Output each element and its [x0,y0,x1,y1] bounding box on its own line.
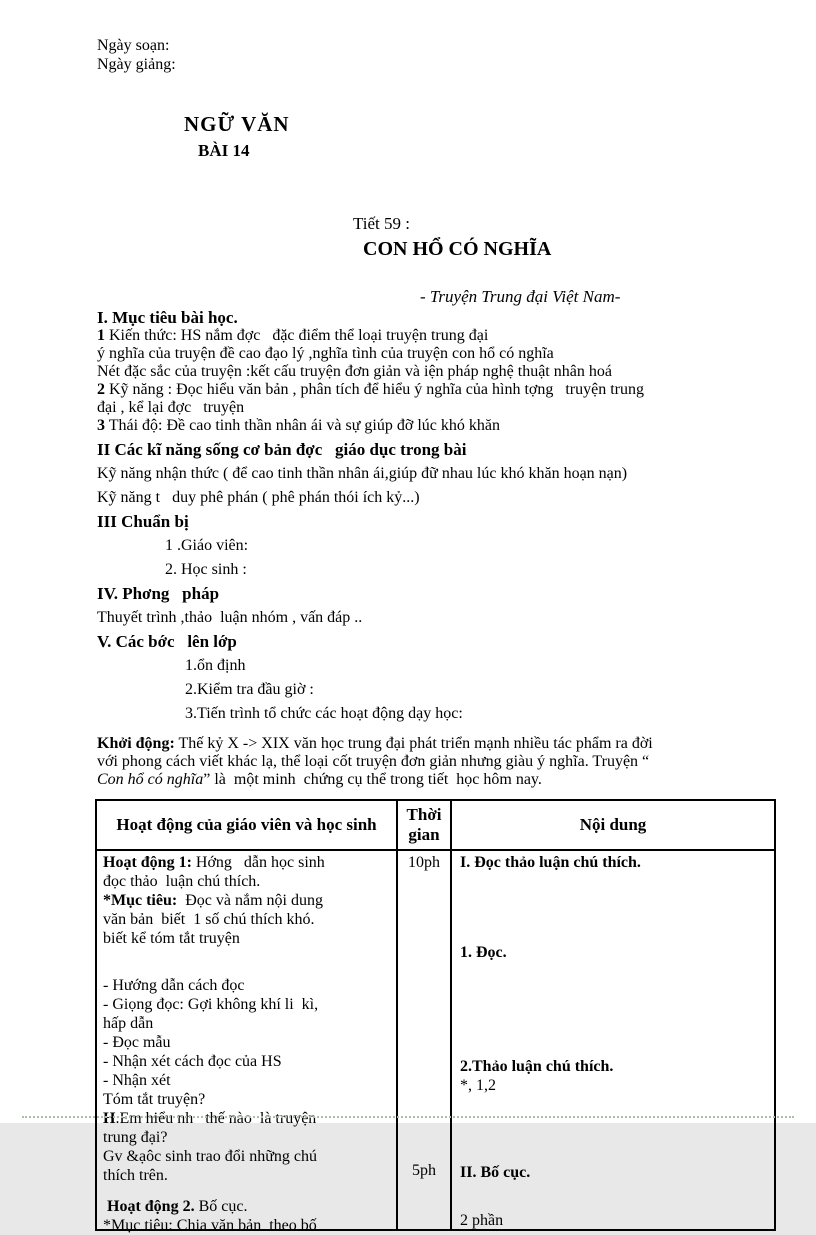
text-line: Tóm tắt truyện? [103,1091,206,1108]
text-line: với phong cách viết khác lạ, thể loại cốt truyện đơn giản nhưng giàu ý nghĩa. Truyện “ [97,753,650,770]
text-line: - Nhận xét cách đọc của HS [103,1053,282,1070]
spacer [460,1095,770,1163]
text-line: trung đại? [103,1129,168,1146]
text-line: IV. Phơng pháp [97,584,220,603]
spacer [103,1185,392,1197]
text-line: Khởi động: Thế kỷ X -> XIX văn học trung đại phát triển mạnh nhiều tác phẩm ra đời [97,735,653,752]
text-line: 2.Kiểm tra đầu giờ : [185,681,314,698]
lesson-title: CON HỔ CÓ NGHĨA [363,238,552,260]
text-line: 3 Thái độ: Đề cao tinh thần nhân ái và sự giúp đỡ lúc khó khăn [97,417,500,434]
text-line: 1 .Giáo viên: [165,537,249,554]
text-line: đọc thảo luận chú thích. [103,873,261,890]
text-line: Kỹ năng t duy phê phán ( phê phán thói ích kỷ...) [97,489,420,506]
cell-time [398,851,452,1229]
text-line: Kỹ năng nhận thức ( để cao tinh thần nhân ái,giúp đữ nhau lúc khó khăn hoạn nạn) [97,465,628,482]
text-line: 1. Đọc. [460,944,507,961]
header-time: Thời gian [398,801,452,849]
text-line: *Mục tiêu: Đọc và nắm nội dung [103,892,323,909]
title-row-subject [168,88,816,188]
text-line: - Hướng dẫn cách đọc [103,977,245,994]
text-line: - Đọc mẫu [103,1034,171,1051]
text-line: V. Các bớc lên lớp [97,632,237,651]
text-line: Hoạt động 2. Bố cục. [103,1198,248,1215]
text-line: Thuyết trình ,thảo luận nhóm , vấn đáp .. [97,609,363,626]
text-line: 5ph [412,1162,436,1179]
text-line: *, 1,2 [460,1077,496,1094]
table-header-row [97,801,774,851]
text-line: 2.Thảo luận chú thích. [460,1058,614,1075]
text-line: - Nhận xét [103,1072,171,1089]
cell-content [452,851,774,1229]
lesson-number: BÀI 14 [198,141,250,160]
text-line: I. Đọc thảo luận chú thích. [460,854,641,871]
text-line: H.Em hiểu nh thế nào là truyện [103,1110,317,1127]
header-content: Nội dung [579,815,647,834]
text-line: biết kể tóm tắt truyện [103,930,240,947]
text-line: II. Bố cục. [460,1164,531,1181]
text-line: văn bản biết 1 số chú thích khó. [103,911,315,928]
text-line: hấp dẫn [103,1015,154,1032]
spacer [460,872,770,943]
spacer [460,962,770,1057]
subject-title: NGỮ VĂN [184,112,290,136]
text-line: 3.Tiến trình tổ chức các hoạt động dạy học: [185,705,463,722]
text-line: 2. Học sinh : [165,561,247,578]
lesson-table [95,799,776,1234]
text-line: 1.ổn định [185,657,246,674]
spacer [103,948,392,976]
page-break-dotted-line [22,1116,794,1118]
text-line: 10ph [408,854,440,871]
header-activities: Hoạt động của giáo viên và học sinh [97,801,398,849]
text-line: III Chuẩn bị [97,512,189,531]
text-line: *Mục tiêu: Chia văn bản theo bố [103,1217,317,1234]
text-line: Hoạt động 1: Hớng dẫn học sinh [103,854,325,871]
text-line: I. Mục tiêu bài học. [97,308,238,327]
text-line: - Giọng đọc: Gợi không khí li kì, [103,996,319,1013]
date-prepared-label: Ngày soạn: [97,37,170,54]
title-row-lesson [337,188,816,287]
text-line: đại , kể lại đợc truyện [97,399,245,416]
spacer [460,1182,770,1211]
date-taught-label: Ngày giảng: [97,56,176,73]
text-line: thích trên. [103,1167,168,1184]
text-line: Nét đặc sắc của truyện :kết cấu truyện đơn giản và iện pháp nghệ thuật nhân hoá [97,363,612,380]
table-body-row [97,851,774,1234]
text-line: II Các kĩ năng sống cơ bản đợc giáo dục trong bài [97,440,467,459]
body-lines [0,309,816,789]
text-line: 1 Kiến thức: HS nắm đợc đặc điểm thể loại truyện trung đại [97,327,489,344]
text-line: 2 Kỹ năng : Đọc hiểu văn bản , phân tích để hiểu ý nghĩa của hình tợng truyện trung [97,381,644,398]
text-line: ý nghĩa của truyện đề cao đạo lý ,nghĩa tình của truyện con hổ có nghĩa [97,345,554,362]
period-label: Tiết 59 : [353,214,411,233]
lesson-subtitle: - Truyện Trung đại Việt Nam- [420,287,621,306]
text-line: Gv &ạôc sinh trao đổi những chú [103,1148,317,1165]
cell-activities [97,851,398,1234]
text-line: 2 phần [460,1212,504,1229]
text-line: Con hổ có nghĩa” là một minh chứng cụ thể trong tiết học hôm nay. [97,771,542,788]
